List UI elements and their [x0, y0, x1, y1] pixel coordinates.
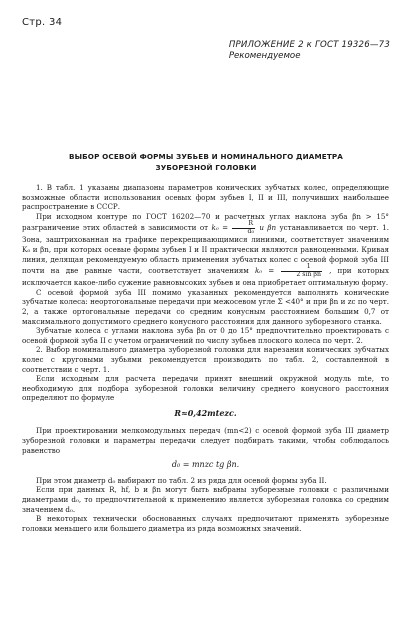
- ratio-formula-1-tail: и βn: [255, 223, 277, 233]
- ratio-fraction-2: [281, 264, 322, 278]
- paragraph-2-middle: устанавливается по черт. 1. Зона, заштрихованная на графике перекрещивающимися линиями, соответствует значениям K₀ и βn, при которых осевые формы зубьев I и II практически являются равноценными. Кривая линия, делящая рекомендуемую область применения зубчатых колес с осевой формой зуба III почти на две равные части, соответствует значениям: [22, 223, 389, 276]
- section-title-line2: ЗУБОРЕЗНОЙ ГОЛОВКИ: [155, 162, 257, 172]
- paragraph-1: 1. В табл. 1 указаны диапазоны параметров конических зубчатых колес, определяющие возможные области использования осевых форм зубьев I, II и III, получивших наибольшее распространение в СССР.: [22, 183, 389, 212]
- formula-cutter-diameter: d₀ = mnzc tg βn.: [171, 460, 240, 470]
- paragraph-5: 2. Выбор номинального диаметра зуборезной головки для нарезания конических зубчатых колес с круговыми зубьями рекомендуется производить по табл. 2, составленной в соответствии с черт. 1.: [22, 345, 389, 374]
- paragraph-3: С осевой формой зуба III помимо указанных рекомендуется выполнять конические зубчатые колеса: неортогональные передачи при межосевом угле Σ <40° и при βn и zc по черт. 2, а также ортогональные передачи со средним конусным расстоянием большим 0,7 от максимального допустимого среднего конусного расстояния для данного зуборезного станка.: [22, 287, 389, 326]
- paragraph-10: В некоторых технически обоснованных случаях предпочитают применять зуборезные головки меньшего или большего диаметра из ряда возможных значений.: [22, 514, 389, 533]
- appendix-title: ПРИЛОЖЕНИЕ 2 к ГОСТ 19326—73: [228, 40, 390, 50]
- appendix-status: Рекомендуемое: [228, 51, 301, 61]
- ratio-fraction-2-numerator: 1: [281, 264, 322, 272]
- ratio-formula-1: [211, 220, 280, 235]
- paragraph-7: При проектировании мелкомодульных передач (mn<2) с осевой формой зуба III диаметр зуборезной головки и параметры передачи следует подбирать такими, чтобы соблюдалось равенство: [22, 426, 389, 455]
- paragraph-6: Если исходным для расчета передачи принят внешний окружной модуль mte, то необходимую для подбора зуборезной головки величину среднего конусного расстояния определяют по формуле: [22, 374, 389, 403]
- paragraph-2-start: При исходном контуре по ГОСТ 16202—70 и расчетных углах наклона зуба βn > 15° разграничение этих областей в зависимости от: [22, 211, 389, 233]
- ratio-fraction-1-numerator: R: [232, 221, 254, 229]
- ratio-formula-1-lhs: k₀ =: [211, 223, 232, 233]
- section-title-line1: ВЫБОР ОСЕВОЙ ФОРМЫ ЗУБЬЕВ И НОМИНАЛЬНОГО ДИАМЕТРА: [68, 152, 344, 161]
- appendix-header: [229, 40, 390, 62]
- ratio-fraction-2-denominator: 2 sin βn: [296, 270, 321, 278]
- paragraph-2: [22, 212, 389, 288]
- ratio-formula-2: [254, 263, 329, 278]
- paragraph-2-end: , при которых исключается какое-либо сужение равновысоких зубьев и она приобретает оптимальную форму.: [22, 266, 389, 288]
- paragraph-8: При этом диаметр d₀ выбирают по табл. 2 из ряда для осевой формы зуба II.: [36, 475, 327, 485]
- page-number: Стр. 34: [22, 17, 63, 28]
- ratio-fraction-1-denominator: d₀: [247, 227, 254, 235]
- paragraph-4: Зубчатые колеса с углами наклона зуба βn от 0 до 15° предпочтительно проектировать с осевой формой зуба II с учетом ограничений по числу зубьев плоского колеса по черт. 2.: [22, 326, 389, 345]
- ratio-formula-2-lhs: k₀ =: [254, 266, 281, 276]
- ratio-fraction-1: [232, 221, 254, 235]
- section-title: [30, 152, 382, 173]
- formula-cone-distance: R≈0,42mtezc.: [174, 407, 237, 418]
- body-text: [22, 183, 389, 533]
- paragraph-9: Если при данных R, hf, b и βn могут быть выбраны зуборезные головки с различными диаметрами d₀, то предпочтительной к применению является зуборезная головка со средним значением d₀.: [22, 485, 389, 514]
